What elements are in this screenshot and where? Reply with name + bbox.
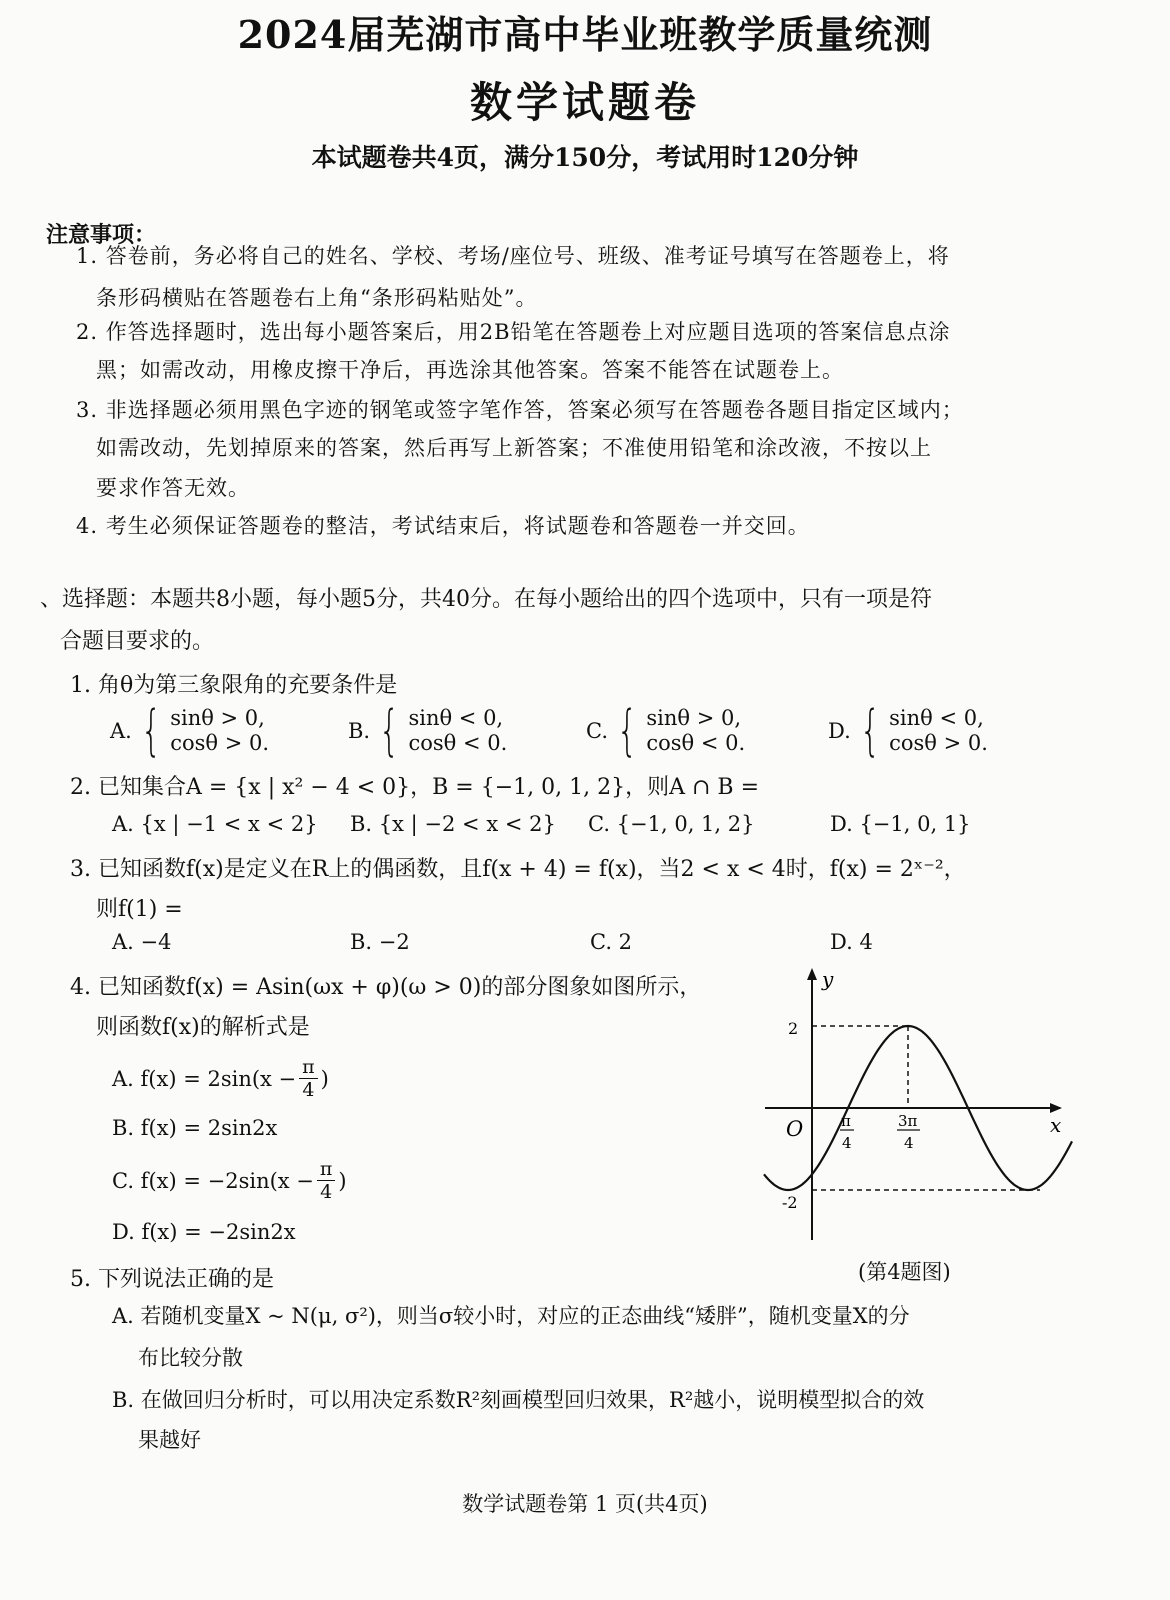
tick-2-denominator: 4 <box>904 1134 914 1152</box>
question-1-stem: 1. 角θ为第三象限角的充要条件是 <box>70 673 398 698</box>
question-4-stem-cont: 则函数f(x)的解析式是 <box>96 1015 310 1040</box>
close-paren: ) <box>320 1066 329 1091</box>
question-3-stem-cont: 则f(1) = <box>96 897 183 922</box>
option-line: sinθ < 0, <box>408 706 504 730</box>
fraction-denominator: 4 <box>302 1079 315 1101</box>
fraction <box>317 1158 336 1203</box>
question-5-option-a: A. 若随机变量X ~ N(μ, σ²)，则当σ较小时，对应的正态曲线“矮胖”，随机变量X的分 <box>112 1304 910 1328</box>
notice-item-1: 1. 答卷前，务必将自己的姓名、学校、考场/座位号、班级、准考证号填写在答题卷上，将 <box>76 244 950 268</box>
question-3-option-b: B. −2 <box>350 930 410 954</box>
notice-item-1-cont: 条形码横贴在答题卷右上角“条形码粘贴处”。 <box>96 286 538 310</box>
question-1-option-b <box>348 699 508 762</box>
question-3-option-c: C. 2 <box>590 930 633 954</box>
fraction-numerator: π <box>317 1158 336 1181</box>
option-line: cosθ < 0. <box>646 731 746 755</box>
exam-info: 本试题卷共4页，满分150分，考试用时120分钟 <box>311 143 859 172</box>
question-4-option-b: B. f(x) = 2sin2x <box>112 1116 278 1140</box>
question-2-option-b: B. {x | −2 < x < 2} <box>350 812 556 836</box>
question-5-option-a-cont: 布比较分散 <box>138 1346 243 1370</box>
page-footer: 数学试题卷第 1 页(共4页) <box>462 1492 708 1516</box>
y-max-label: 2 <box>788 1019 799 1038</box>
y-axis-label: y <box>822 967 834 991</box>
question-3-stem: 3. 已知函数f(x)是定义在R上的偶函数，且f(x + 4) = f(x)，当2 < x < 4时，f(x) = 2ˣ⁻²， <box>70 857 966 882</box>
brace-symbol: { <box>140 699 162 762</box>
notice-item-3-cont: 如需改动，先划掉原来的答案，然后再写上新答案；不准使用铅笔和涂改液，不按以上 <box>96 436 932 460</box>
section-heading: 、选择题：本题共8小题，每小题5分，共40分。在每小题给出的四个选项中，只有一项是符 <box>40 587 932 612</box>
question-4-option-c <box>112 1158 347 1203</box>
fraction-numerator: π <box>299 1056 318 1079</box>
question-4-stem: 4. 已知函数f(x) = Asin(ωx + φ)(ω > 0)的部分图象如图所示， <box>70 975 702 1000</box>
notice-item-3: 3. 非选择题必须用黑色字迹的钢笔或签字笔作答，答案必须写在答题卷各题目指定区域内； <box>76 398 964 422</box>
option-label: A. <box>110 719 132 743</box>
question-2-option-d: D. {−1, 0, 1} <box>830 812 971 836</box>
question-5-stem: 5. 下列说法正确的是 <box>70 1267 274 1292</box>
option-line: cosθ < 0. <box>408 731 508 755</box>
question-2-option-c: C. {−1, 0, 1, 2} <box>588 812 755 836</box>
fraction-denominator: 4 <box>320 1181 333 1203</box>
notice-heading: 注意事项： <box>46 222 157 248</box>
brace-symbol: { <box>859 699 881 762</box>
y-axis-arrow <box>807 968 817 980</box>
notice-item-2: 2. 作答选择题时，选出每小题答案后，用2B铅笔在答题卷上对应题目选项的答案信息点涂 <box>76 320 951 344</box>
question-2-stem: 2. 已知集合A = {x | x² − 4 < 0}，B = {−1, 0, 1, 2}，则A ∩ B = <box>70 775 760 800</box>
option-label: C. <box>586 719 608 743</box>
origin-label: O <box>786 1117 804 1141</box>
paper-title: 数学试题卷 <box>469 78 700 127</box>
option-text: C. f(x) = −2sin(x − <box>112 1168 314 1193</box>
notice-item-2-cont: 黑；如需改动，用橡皮擦干净后，再选涂其他答案。答案不能答在试题卷上。 <box>96 358 844 382</box>
brace-symbol: { <box>616 699 638 762</box>
y-min-label: -2 <box>782 1193 798 1212</box>
x-axis-label: x <box>1050 1113 1062 1137</box>
option-line: cosθ > 0. <box>170 731 270 755</box>
notice-item-4: 4. 考生必须保证答题卷的整洁，考试结束后，将试题卷和答题卷一并交回。 <box>76 514 810 538</box>
tick-2-numerator: 3π <box>898 1112 918 1130</box>
question-1-option-c <box>586 699 746 762</box>
close-paren: ) <box>338 1168 347 1193</box>
x-axis-arrow <box>1050 1103 1062 1113</box>
question-5-option-b-cont: 果越好 <box>138 1428 201 1452</box>
option-line: sinθ > 0, <box>646 706 742 730</box>
section-heading-cont: 合题目要求的。 <box>60 629 215 654</box>
brace-symbol: { <box>378 699 400 762</box>
question-5-option-b: B. 在做回归分析时，可以用决定系数R²刻画模型回归效果，R²越小，说明模型拟合的效 <box>112 1388 925 1412</box>
tick-1-numerator: π <box>841 1112 851 1130</box>
option-label: D. <box>828 719 851 743</box>
question-3-option-a: A. −4 <box>112 930 172 954</box>
figure-caption: (第4题图) <box>858 1260 951 1284</box>
notice-item-3-cont2: 要求作答无效。 <box>96 476 250 500</box>
question-1-option-a <box>110 699 270 762</box>
question-4-option-a <box>112 1056 329 1101</box>
question-4-option-d: D. f(x) = −2sin2x <box>112 1220 296 1244</box>
option-text: A. f(x) = 2sin(x − <box>112 1066 297 1091</box>
option-line: cosθ > 0. <box>889 731 988 755</box>
question-1-option-d <box>828 699 988 762</box>
question-4-graph <box>760 960 1090 1250</box>
exam-title: 2024届芜湖市高中毕业班教学质量统测 <box>237 12 933 57</box>
option-line: sinθ > 0, <box>170 706 265 730</box>
fraction <box>299 1056 318 1101</box>
question-3-option-d: D. 4 <box>830 930 873 954</box>
question-2-option-a: A. {x | −1 < x < 2} <box>112 812 318 836</box>
tick-1-denominator: 4 <box>842 1134 852 1152</box>
option-line: sinθ < 0, <box>889 706 984 730</box>
option-label: B. <box>348 719 371 743</box>
